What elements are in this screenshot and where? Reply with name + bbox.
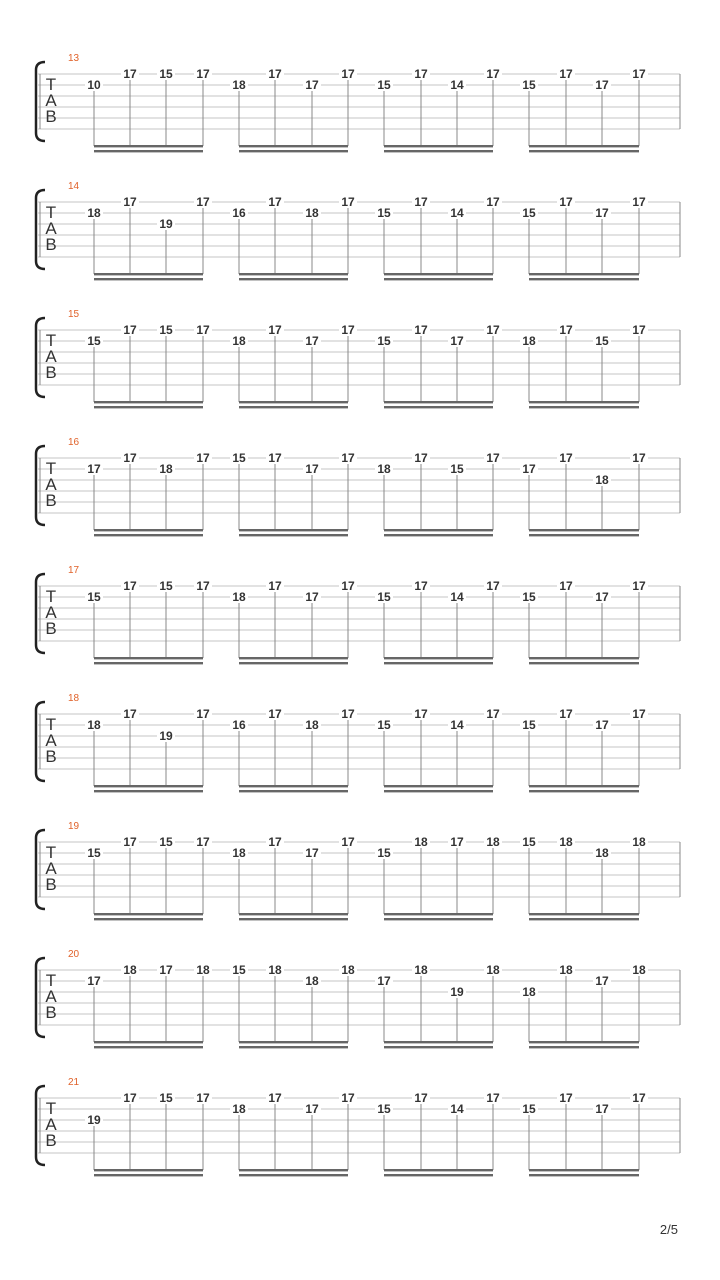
tab-clef-letter: T [45, 715, 57, 734]
beam [384, 913, 493, 915]
beam [94, 790, 203, 792]
beam [529, 273, 639, 275]
fret-number: 17 [486, 67, 500, 81]
beam [529, 401, 639, 403]
fret-number: 15 [450, 462, 464, 476]
fret-number: 17 [377, 974, 391, 988]
fret-number: 18 [87, 206, 101, 220]
fret-number: 15 [159, 1091, 173, 1105]
fret-number: 17 [632, 323, 646, 337]
beam [239, 657, 348, 659]
tab-clef-letter: A [45, 1115, 57, 1134]
tab-clef-letter: B [45, 1131, 57, 1150]
fret-number: 14 [450, 78, 464, 92]
fret-number: 17 [414, 707, 428, 721]
beam [384, 662, 493, 664]
fret-number: 19 [159, 729, 173, 743]
measure-number: 21 [68, 1077, 80, 1088]
beam [384, 1046, 493, 1048]
fret-number: 17 [559, 1091, 573, 1105]
fret-number: 17 [305, 462, 319, 476]
beam [384, 1169, 493, 1171]
fret-number: 17 [632, 67, 646, 81]
fret-number: 19 [450, 985, 464, 999]
beam [94, 534, 203, 536]
tab-clef-letter: A [45, 219, 57, 238]
fret-number: 15 [377, 78, 391, 92]
fret-number: 17 [268, 67, 282, 81]
fret-number: 17 [559, 195, 573, 209]
tab-clef-letter: A [45, 347, 57, 366]
measure-number: 17 [68, 565, 80, 576]
fret-number: 18 [486, 835, 500, 849]
beam [94, 273, 203, 275]
measure-number: 18 [68, 693, 80, 704]
beam [384, 401, 493, 403]
measure-number: 19 [68, 821, 80, 832]
fret-number: 17 [486, 1091, 500, 1105]
fret-number: 17 [595, 590, 609, 604]
fret-number: 17 [305, 78, 319, 92]
beam [384, 406, 493, 408]
beam [384, 145, 493, 147]
fret-number: 16 [232, 718, 246, 732]
fret-number: 17 [341, 707, 355, 721]
fret-number: 17 [268, 195, 282, 209]
fret-number: 17 [123, 451, 137, 465]
beam [384, 278, 493, 280]
tab-clef-letter: T [45, 331, 57, 350]
fret-number: 15 [377, 206, 391, 220]
fret-number: 17 [123, 707, 137, 721]
fret-number: 19 [87, 1113, 101, 1127]
fret-number: 17 [196, 451, 210, 465]
fret-number: 17 [486, 707, 500, 721]
beam [239, 1041, 348, 1043]
beam [94, 401, 203, 403]
fret-number: 17 [414, 195, 428, 209]
fret-number: 14 [450, 206, 464, 220]
tab-clef-letter: T [45, 843, 57, 862]
fret-number: 18 [632, 963, 646, 977]
beam [529, 534, 639, 536]
fret-number: 17 [123, 67, 137, 81]
fret-number: 18 [159, 462, 173, 476]
tab-clef-letter: T [45, 459, 57, 478]
beam [529, 1041, 639, 1043]
fret-number: 17 [87, 462, 101, 476]
beam [529, 662, 639, 664]
fret-number: 14 [450, 1102, 464, 1116]
fret-number: 17 [123, 835, 137, 849]
beam [384, 1174, 493, 1176]
fret-number: 15 [522, 78, 536, 92]
fret-number: 17 [595, 718, 609, 732]
beam [239, 278, 348, 280]
tab-clef-letter: A [45, 91, 57, 110]
fret-number: 18 [305, 206, 319, 220]
beam [94, 150, 203, 152]
fret-number: 18 [123, 963, 137, 977]
tab-clef-letter: T [45, 1099, 57, 1118]
fret-number: 15 [159, 323, 173, 337]
fret-number: 17 [632, 707, 646, 721]
fret-number: 15 [377, 1102, 391, 1116]
fret-number: 17 [486, 195, 500, 209]
tab-clef-letter: A [45, 475, 57, 494]
beam [239, 790, 348, 792]
fret-number: 17 [341, 451, 355, 465]
fret-number: 17 [123, 323, 137, 337]
beam [239, 1169, 348, 1171]
fret-number: 17 [305, 846, 319, 860]
fret-number: 18 [595, 846, 609, 860]
fret-number: 18 [232, 334, 246, 348]
fret-number: 18 [377, 462, 391, 476]
beam [529, 785, 639, 787]
beam [94, 1174, 203, 1176]
fret-number: 15 [159, 67, 173, 81]
tab-clef-letter: T [45, 75, 57, 94]
beam [94, 278, 203, 280]
beam [239, 273, 348, 275]
fret-number: 19 [159, 217, 173, 231]
beam [94, 406, 203, 408]
fret-number: 17 [522, 462, 536, 476]
fret-number: 18 [232, 590, 246, 604]
fret-number: 18 [414, 963, 428, 977]
fret-number: 17 [559, 67, 573, 81]
beam [94, 662, 203, 664]
fret-number: 17 [305, 1102, 319, 1116]
fret-number: 18 [341, 963, 355, 977]
beam [529, 529, 639, 531]
fret-number: 15 [522, 1102, 536, 1116]
fret-number: 15 [159, 579, 173, 593]
beam [529, 150, 639, 152]
fret-number: 17 [414, 1091, 428, 1105]
fret-number: 14 [450, 590, 464, 604]
fret-number: 15 [522, 590, 536, 604]
beam [239, 918, 348, 920]
beam [239, 1046, 348, 1048]
beam [384, 657, 493, 659]
tab-clef-letter: B [45, 491, 57, 510]
fret-number: 17 [196, 195, 210, 209]
fret-number: 17 [450, 334, 464, 348]
fret-number: 15 [522, 835, 536, 849]
fret-number: 15 [377, 590, 391, 604]
beam [384, 150, 493, 152]
beam [529, 1046, 639, 1048]
fret-number: 17 [268, 579, 282, 593]
beam [239, 913, 348, 915]
fret-number: 17 [341, 579, 355, 593]
tab-clef-letter: B [45, 875, 57, 894]
beam [384, 918, 493, 920]
fret-number: 17 [450, 835, 464, 849]
tab-clef-letter: T [45, 203, 57, 222]
fret-number: 18 [414, 835, 428, 849]
fret-number: 15 [522, 206, 536, 220]
fret-number: 17 [268, 451, 282, 465]
beam [94, 1046, 203, 1048]
beam [239, 785, 348, 787]
beam [239, 529, 348, 531]
beam [384, 785, 493, 787]
fret-number: 15 [87, 590, 101, 604]
fret-number: 15 [232, 451, 246, 465]
beam [529, 913, 639, 915]
fret-number: 17 [632, 1091, 646, 1105]
beam [94, 918, 203, 920]
fret-number: 17 [341, 1091, 355, 1105]
fret-number: 17 [196, 707, 210, 721]
fret-number: 18 [632, 835, 646, 849]
fret-number: 18 [268, 963, 282, 977]
fret-number: 15 [87, 334, 101, 348]
fret-number: 17 [87, 974, 101, 988]
fret-number: 18 [522, 985, 536, 999]
fret-number: 17 [123, 195, 137, 209]
tab-clef-letter: A [45, 987, 57, 1006]
beam [529, 657, 639, 659]
fret-number: 17 [595, 1102, 609, 1116]
fret-number: 17 [559, 323, 573, 337]
fret-number: 15 [159, 835, 173, 849]
tab-clef-letter: A [45, 603, 57, 622]
fret-number: 18 [305, 974, 319, 988]
beam [94, 529, 203, 531]
fret-number: 17 [559, 707, 573, 721]
fret-number: 15 [595, 334, 609, 348]
beam [94, 913, 203, 915]
fret-number: 18 [595, 473, 609, 487]
fret-number: 18 [559, 963, 573, 977]
fret-number: 18 [232, 1102, 246, 1116]
tab-clef-letter: B [45, 747, 57, 766]
fret-number: 17 [632, 579, 646, 593]
fret-number: 15 [87, 846, 101, 860]
tab-clef-letter: A [45, 731, 57, 750]
fret-number: 15 [377, 846, 391, 860]
fret-number: 18 [486, 963, 500, 977]
fret-number: 17 [159, 963, 173, 977]
fret-number: 15 [232, 963, 246, 977]
tab-clef-letter: B [45, 235, 57, 254]
fret-number: 17 [196, 579, 210, 593]
beam [239, 662, 348, 664]
fret-number: 17 [414, 579, 428, 593]
beam [239, 406, 348, 408]
fret-number: 17 [414, 323, 428, 337]
fret-number: 10 [87, 78, 101, 92]
beam [529, 918, 639, 920]
fret-number: 18 [87, 718, 101, 732]
fret-number: 17 [632, 451, 646, 465]
fret-number: 17 [632, 195, 646, 209]
fret-number: 17 [305, 590, 319, 604]
fret-number: 16 [232, 206, 246, 220]
beam [384, 790, 493, 792]
fret-number: 17 [486, 451, 500, 465]
beam [239, 150, 348, 152]
fret-number: 17 [414, 451, 428, 465]
tab-clef-letter: B [45, 1003, 57, 1022]
beam [384, 529, 493, 531]
fret-number: 15 [377, 334, 391, 348]
fret-number: 14 [450, 718, 464, 732]
fret-number: 17 [268, 835, 282, 849]
fret-number: 17 [559, 451, 573, 465]
fret-number: 17 [486, 323, 500, 337]
beam [529, 278, 639, 280]
tab-clef-letter: B [45, 107, 57, 126]
beam [239, 145, 348, 147]
fret-number: 17 [305, 334, 319, 348]
fret-number: 17 [595, 206, 609, 220]
beam [94, 145, 203, 147]
measure-number: 13 [68, 53, 80, 64]
beam [384, 1041, 493, 1043]
fret-number: 18 [559, 835, 573, 849]
tab-clef-letter: B [45, 619, 57, 638]
beam [529, 145, 639, 147]
fret-number: 17 [268, 1091, 282, 1105]
tab-clef-letter: A [45, 859, 57, 878]
beam [529, 1169, 639, 1171]
beam [94, 785, 203, 787]
fret-number: 17 [123, 1091, 137, 1105]
fret-number: 15 [377, 718, 391, 732]
tab-clef-letter: T [45, 971, 57, 990]
fret-number: 17 [123, 579, 137, 593]
measure-number: 15 [68, 309, 80, 320]
fret-number: 15 [522, 718, 536, 732]
beam [529, 790, 639, 792]
fret-number: 18 [232, 846, 246, 860]
tab-clef-letter: B [45, 363, 57, 382]
fret-number: 18 [196, 963, 210, 977]
beam [94, 657, 203, 659]
fret-number: 17 [341, 835, 355, 849]
fret-number: 17 [196, 323, 210, 337]
tab-clef-letter: T [45, 587, 57, 606]
beam [529, 1174, 639, 1176]
beam [94, 1169, 203, 1171]
beam [529, 406, 639, 408]
fret-number: 17 [486, 579, 500, 593]
page-number: 2/5 [659, 1222, 678, 1237]
fret-number: 17 [559, 579, 573, 593]
fret-number: 17 [196, 1091, 210, 1105]
fret-number: 17 [595, 78, 609, 92]
fret-number: 17 [341, 195, 355, 209]
measure-number: 14 [68, 181, 80, 192]
fret-number: 17 [268, 707, 282, 721]
fret-number: 17 [196, 835, 210, 849]
fret-number: 17 [268, 323, 282, 337]
beam [239, 1174, 348, 1176]
beam [384, 273, 493, 275]
beam [94, 1041, 203, 1043]
fret-number: 17 [414, 67, 428, 81]
measure-number: 20 [68, 949, 80, 960]
beam [239, 401, 348, 403]
fret-number: 18 [522, 334, 536, 348]
fret-number: 18 [232, 78, 246, 92]
measure-number: 16 [68, 437, 80, 448]
beam [239, 534, 348, 536]
fret-number: 17 [595, 974, 609, 988]
fret-number: 17 [341, 67, 355, 81]
beam [384, 534, 493, 536]
fret-number: 17 [196, 67, 210, 81]
fret-number: 17 [341, 323, 355, 337]
fret-number: 18 [305, 718, 319, 732]
